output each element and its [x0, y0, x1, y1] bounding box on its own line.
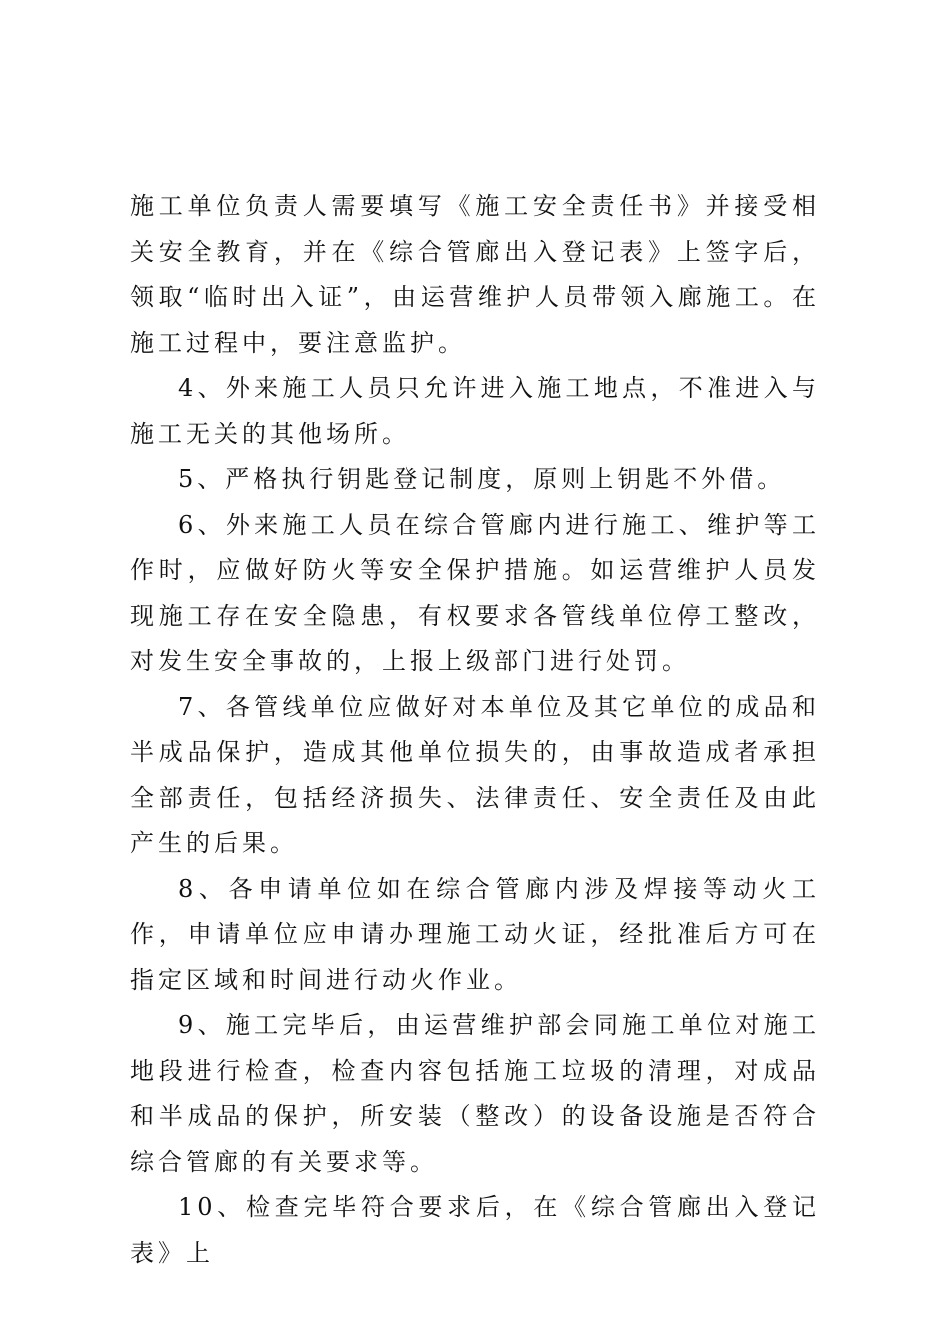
paragraph-item-6: 6、外来施工人员在综合管廊内进行施工、维护等工作时，应做好防火等安全保护措施。如运营维护人员发现施工存在安全隐患，有权要求各管线单位停工整改，对发生安全事故的，上报上级部门进行处罚。	[130, 510, 820, 675]
paragraph-item-10: 10、检查完毕符合要求后，在《综合管廊出入登记表》上	[130, 1193, 820, 1267]
paragraph-item-7: 7、各管线单位应做好对本单位及其它单位的成品和半成品保护，造成其他单位损失的，由事故造成者承担全部责任，包括经济损失、法律责任、安全责任及由此产生的后果。	[130, 692, 820, 857]
paragraph-item-9: 9、施工完毕后，由运营维护部会同施工单位对施工地段进行检查，检查内容包括施工垃圾的清理，对成品和半成品的保护，所安装（整改）的设备设施是否符合综合管廊的有关要求等。	[130, 1011, 820, 1176]
paragraph-item-8: 8、各申请单位如在综合管廊内涉及焊接等动火工作，申请单位应申请办理施工动火证，经批准后方可在指定区域和时间进行动火作业。	[130, 874, 820, 994]
paragraph-item-4: 4、外来施工人员只允许进入施工地点，不准进入与施工无关的其他场所。	[130, 374, 820, 448]
paragraph-intro: 施工单位负责人需要填写《施工安全责任书》并接受相关安全教育，并在《综合管廊出入登记表》上签字后，领取“临时出入证”，由运营维护人员带领入廊施工。在施工过程中，要注意监护。	[130, 192, 820, 357]
paragraph-item-5: 5、严格执行钥匙登记制度，原则上钥匙不外借。	[178, 465, 786, 493]
document-body	[130, 184, 820, 1276]
